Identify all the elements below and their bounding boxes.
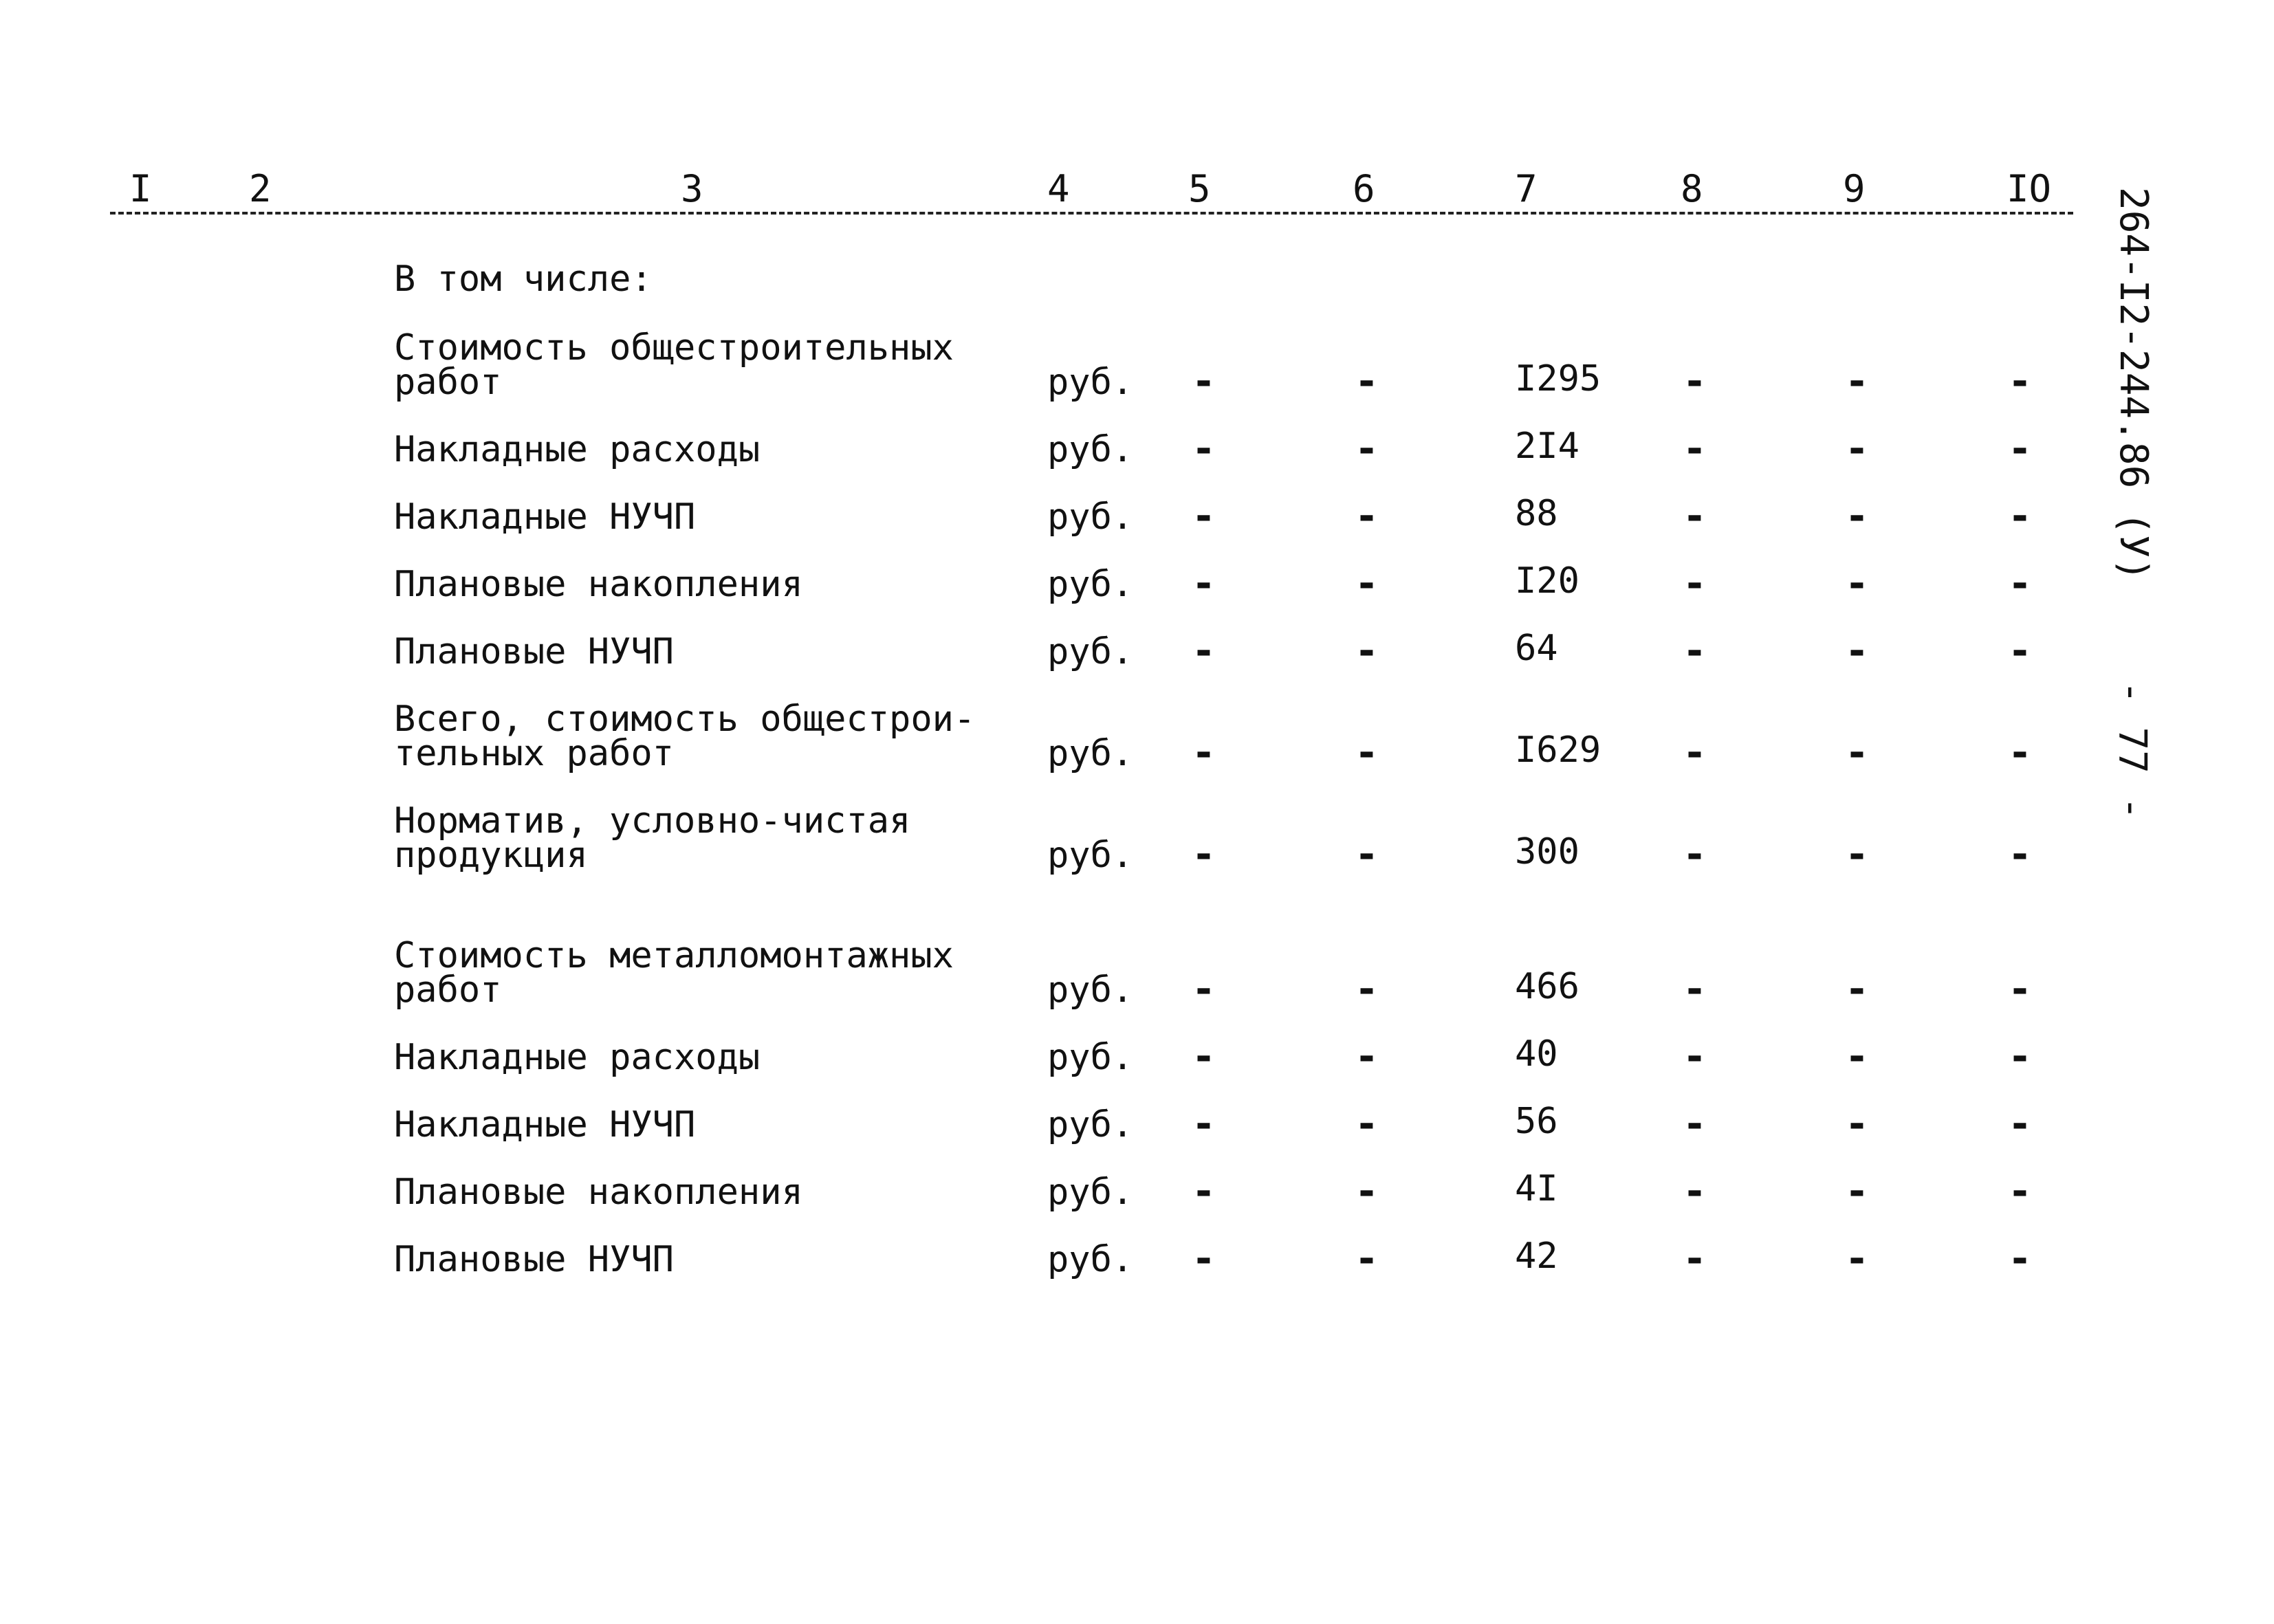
col8-cell: - bbox=[1683, 965, 1707, 1012]
row-name-line: продукция bbox=[394, 835, 588, 876]
col6-cell: - bbox=[1355, 1167, 1379, 1214]
col10-cell: - bbox=[2008, 831, 2032, 877]
col6-cell: - bbox=[1355, 627, 1379, 674]
col6-cell: - bbox=[1355, 560, 1379, 606]
col8-cell: - bbox=[1683, 831, 1707, 877]
column-number-3: 3 bbox=[681, 167, 703, 210]
column-number-2: 2 bbox=[249, 167, 272, 210]
unit-cell: руб. bbox=[1047, 835, 1134, 876]
column-number-10: IO bbox=[2007, 167, 2052, 210]
unit-cell: руб. bbox=[1047, 1239, 1134, 1280]
col7-value: 40 bbox=[1515, 1033, 1558, 1075]
col9-cell: - bbox=[1845, 1167, 1869, 1214]
document-code: 264-I2-244.86 (У) bbox=[2111, 187, 2156, 582]
unit-cell: руб. bbox=[1047, 733, 1134, 774]
row-name-line: Плановые накопления bbox=[394, 1172, 803, 1213]
row-name-line: Накладные НУЧП bbox=[394, 1104, 696, 1145]
col8-cell: - bbox=[1683, 1167, 1707, 1214]
column-number-8: 8 bbox=[1681, 167, 1703, 210]
col9-cell: - bbox=[1845, 729, 1869, 776]
column-number-4: 4 bbox=[1047, 167, 1070, 210]
row-name-line: Норматив, условно-чистая bbox=[394, 800, 911, 842]
column-number-9: 9 bbox=[1843, 167, 1866, 210]
col7-value: I20 bbox=[1515, 560, 1579, 602]
col7-value: 4I bbox=[1515, 1168, 1558, 1209]
col9-cell: - bbox=[1845, 1235, 1869, 1282]
col7-value: 300 bbox=[1515, 831, 1579, 873]
column-number-1: I bbox=[129, 167, 152, 210]
col8-cell: - bbox=[1683, 729, 1707, 776]
col10-cell: - bbox=[2008, 425, 2032, 472]
col9-cell: - bbox=[1845, 831, 1869, 877]
col10-cell: - bbox=[2008, 1235, 2032, 1282]
col5-cell: - bbox=[1192, 1033, 1216, 1079]
row-name-line: Стоимость общестроительных bbox=[394, 327, 954, 369]
row-name-line: работ bbox=[394, 969, 502, 1011]
col5-cell: - bbox=[1192, 358, 1216, 404]
col6-cell: - bbox=[1355, 1235, 1379, 1282]
col5-cell: - bbox=[1192, 729, 1216, 776]
col7-value: 466 bbox=[1515, 966, 1579, 1007]
col10-cell: - bbox=[2008, 358, 2032, 404]
unit-cell: руб. bbox=[1047, 631, 1134, 672]
row-name-line: работ bbox=[394, 362, 502, 403]
col5-cell: - bbox=[1192, 492, 1216, 539]
col8-cell: - bbox=[1683, 425, 1707, 472]
row-name-line: Накладные расходы bbox=[394, 1037, 761, 1078]
col6-cell: - bbox=[1355, 358, 1379, 404]
header-rule bbox=[110, 212, 2073, 215]
col10-cell: - bbox=[2008, 1033, 2032, 1079]
col9-cell: - bbox=[1845, 492, 1869, 539]
col8-cell: - bbox=[1683, 1235, 1707, 1282]
col6-cell: - bbox=[1355, 1100, 1379, 1147]
col7-value: 56 bbox=[1515, 1101, 1558, 1142]
col10-cell: - bbox=[2008, 1100, 2032, 1147]
column-number-7: 7 bbox=[1515, 167, 1538, 210]
col8-cell: - bbox=[1683, 358, 1707, 404]
col6-cell: - bbox=[1355, 729, 1379, 776]
row-name-line: Накладные НУЧП bbox=[394, 496, 696, 538]
unit-cell: руб. bbox=[1047, 969, 1134, 1011]
col9-cell: - bbox=[1845, 965, 1869, 1012]
unit-cell: руб. bbox=[1047, 1037, 1134, 1078]
col10-cell: - bbox=[2008, 627, 2032, 674]
col9-cell: - bbox=[1845, 1033, 1869, 1079]
col7-value: I295 bbox=[1515, 358, 1601, 399]
section-title: В том числе: bbox=[394, 259, 653, 300]
unit-cell: руб. bbox=[1047, 564, 1134, 605]
row-name-line: тельных работ bbox=[394, 733, 674, 774]
col8-cell: - bbox=[1683, 627, 1707, 674]
col5-cell: - bbox=[1192, 627, 1216, 674]
col5-cell: - bbox=[1192, 1100, 1216, 1147]
col7-value: 88 bbox=[1515, 493, 1558, 534]
col7-value: 64 bbox=[1515, 628, 1558, 669]
col6-cell: - bbox=[1355, 831, 1379, 877]
col10-cell: - bbox=[2008, 492, 2032, 539]
col5-cell: - bbox=[1192, 425, 1216, 472]
page-number: - 77 - bbox=[2110, 681, 2154, 820]
col8-cell: - bbox=[1683, 1033, 1707, 1079]
unit-cell: руб. bbox=[1047, 1104, 1134, 1145]
col8-cell: - bbox=[1683, 560, 1707, 606]
col10-cell: - bbox=[2008, 965, 2032, 1012]
row-name-line: Плановые накопления bbox=[394, 564, 803, 605]
col6-cell: - bbox=[1355, 1033, 1379, 1079]
col7-value: 2I4 bbox=[1515, 426, 1579, 467]
col9-cell: - bbox=[1845, 627, 1869, 674]
col8-cell: - bbox=[1683, 492, 1707, 539]
column-number-6: 6 bbox=[1353, 167, 1375, 210]
col9-cell: - bbox=[1845, 560, 1869, 606]
column-number-5: 5 bbox=[1188, 167, 1211, 210]
col6-cell: - bbox=[1355, 965, 1379, 1012]
unit-cell: руб. bbox=[1047, 1172, 1134, 1213]
col5-cell: - bbox=[1192, 560, 1216, 606]
row-name-line: Плановые НУЧП bbox=[394, 1239, 674, 1280]
unit-cell: руб. bbox=[1047, 496, 1134, 538]
row-name-line: Накладные расходы bbox=[394, 429, 761, 470]
col5-cell: - bbox=[1192, 1167, 1216, 1214]
unit-cell: руб. bbox=[1047, 429, 1134, 470]
row-name-line: Стоимость металломонтажных bbox=[394, 935, 954, 976]
col9-cell: - bbox=[1845, 1100, 1869, 1147]
col6-cell: - bbox=[1355, 425, 1379, 472]
col5-cell: - bbox=[1192, 831, 1216, 877]
row-name-line: Плановые НУЧП bbox=[394, 631, 674, 672]
col6-cell: - bbox=[1355, 492, 1379, 539]
unit-cell: руб. bbox=[1047, 362, 1134, 403]
col8-cell: - bbox=[1683, 1100, 1707, 1147]
col7-value: I629 bbox=[1515, 729, 1601, 771]
col10-cell: - bbox=[2008, 560, 2032, 606]
col5-cell: - bbox=[1192, 1235, 1216, 1282]
col7-value: 42 bbox=[1515, 1236, 1558, 1277]
col10-cell: - bbox=[2008, 1167, 2032, 1214]
row-name-line: Всего, стоимость общестрои- bbox=[394, 699, 976, 740]
col9-cell: - bbox=[1845, 425, 1869, 472]
col10-cell: - bbox=[2008, 729, 2032, 776]
col9-cell: - bbox=[1845, 358, 1869, 404]
col5-cell: - bbox=[1192, 965, 1216, 1012]
